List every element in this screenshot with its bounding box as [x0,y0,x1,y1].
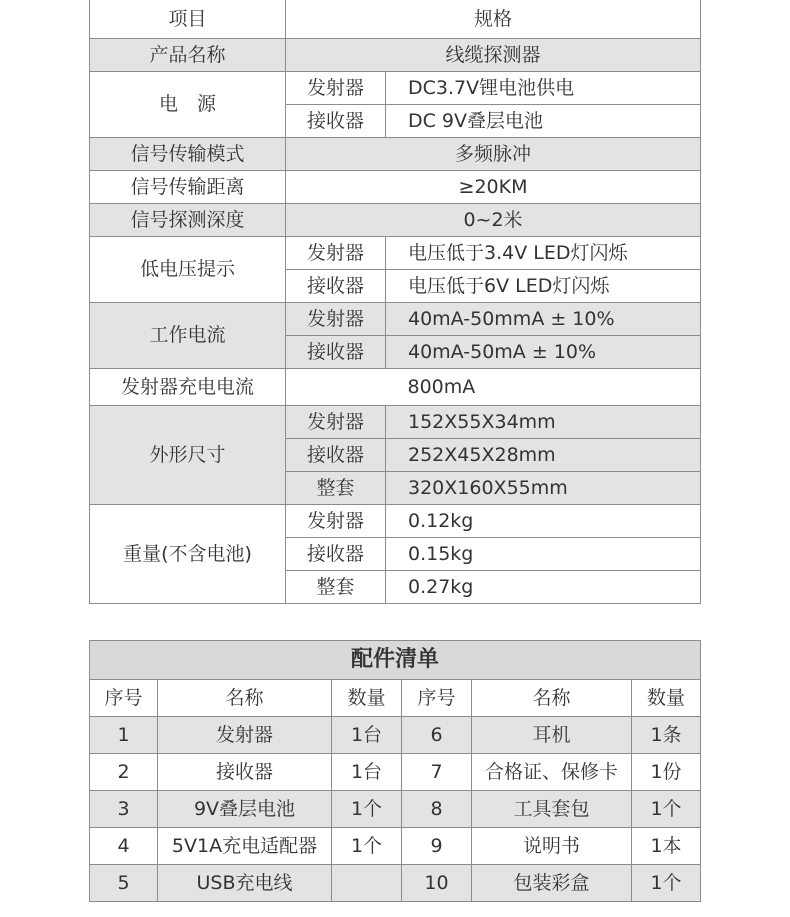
label-signal-mode: 信号传输模式 [90,138,286,171]
header-no-2: 序号 [402,680,472,717]
table-row [90,791,701,828]
table-row [90,717,701,754]
value-dimensions-transmitter: 152X55X34mm [386,406,701,439]
label-signal-distance: 信号传输距离 [90,171,286,204]
cell-qty: 1个 [632,791,701,828]
cell-no: 7 [402,754,472,791]
cell-name: USB充电线 [158,865,332,902]
cell-no: 9 [402,828,472,865]
row-dimensions-1 [90,406,701,439]
cell-no: 8 [402,791,472,828]
cell-no: 1 [90,717,158,754]
spec-table [89,0,701,604]
value-low-voltage-receiver: 电压低于6V LED灯闪烁 [386,270,701,303]
label-product-name: 产品名称 [90,39,286,72]
sub-current-receiver: 接收器 [286,336,386,369]
value-product-name: 线缆探测器 [286,39,701,72]
row-signal-distance [90,171,701,204]
accessories-title: 配件清单 [90,641,701,680]
cell-no: 4 [90,828,158,865]
row-product-name [90,39,701,72]
value-power-transmitter: DC3.7V锂电池供电 [386,72,701,105]
row-weight-1 [90,505,701,538]
cell-qty: 1条 [632,717,701,754]
sub-dimensions-receiver: 接收器 [286,439,386,472]
value-weight-transmitter: 0.12kg [386,505,701,538]
row-signal-mode [90,138,701,171]
cell-name: 接收器 [158,754,332,791]
sub-power-transmitter: 发射器 [286,72,386,105]
cell-no: 2 [90,754,158,791]
cell-name: 5V1A充电适配器 [158,828,332,865]
header-name-2: 名称 [472,680,632,717]
sub-current-transmitter: 发射器 [286,303,386,336]
table-row [90,828,701,865]
value-low-voltage-transmitter: 电压低于3.4V LED灯闪烁 [386,237,701,270]
cell-qty: 1台 [332,754,402,791]
cell-qty: 1份 [632,754,701,791]
header-item: 项目 [90,0,286,39]
row-signal-depth [90,204,701,237]
header-no-1: 序号 [90,680,158,717]
row-power-1 [90,72,701,105]
cell-no: 10 [402,865,472,902]
cell-qty: 1本 [632,828,701,865]
sub-dimensions-set: 整套 [286,472,386,505]
header-spec: 规格 [286,0,701,39]
table-row [90,865,701,902]
label-low-voltage: 低电压提示 [90,237,286,303]
label-power: 电 源 [90,72,286,138]
accessories-table [89,640,701,902]
charge-current-spacer [286,369,386,406]
header-name-1: 名称 [158,680,332,717]
row-current-1 [90,303,701,336]
cell-no: 5 [90,865,158,902]
cell-name: 工具套包 [472,791,632,828]
value-power-receiver: DC 9V叠层电池 [386,105,701,138]
value-current-receiver: 40mA-50mA ± 10% [386,336,701,369]
value-charge-current: 800mA [386,369,701,406]
header-qty-2: 数量 [632,680,701,717]
sub-weight-transmitter: 发射器 [286,505,386,538]
sub-weight-set: 整套 [286,571,386,604]
value-dimensions-set: 320X160X55mm [386,472,701,505]
sub-low-voltage-transmitter: 发射器 [286,237,386,270]
cell-no: 3 [90,791,158,828]
value-dimensions-receiver: 252X45X28mm [386,439,701,472]
sub-weight-receiver: 接收器 [286,538,386,571]
cell-no: 6 [402,717,472,754]
label-dimensions: 外形尺寸 [90,406,286,505]
row-charge-current [90,369,701,406]
sub-power-receiver: 接收器 [286,105,386,138]
cell-name: 发射器 [158,717,332,754]
value-signal-mode: 多频脉冲 [286,138,701,171]
value-signal-depth: 0~2米 [286,204,701,237]
label-charge-current: 发射器充电电流 [90,369,286,406]
cell-qty: 1台 [332,717,402,754]
cell-name: 包装彩盒 [472,865,632,902]
cell-qty: 1个 [332,828,402,865]
cell-name: 说明书 [472,828,632,865]
cell-name: 9V叠层电池 [158,791,332,828]
cell-name: 合格证、保修卡 [472,754,632,791]
accessories-title-row [90,641,701,680]
value-current-transmitter: 40mA-50mmA ± 10% [386,303,701,336]
cell-qty: 1个 [332,791,402,828]
value-weight-set: 0.27kg [386,571,701,604]
accessories-header-row [90,680,701,717]
value-signal-distance: ≥20KM [286,171,701,204]
cell-qty [332,865,402,902]
table-row [90,754,701,791]
label-weight: 重量(不含电池) [90,505,286,604]
row-low-voltage-1 [90,237,701,270]
cell-qty: 1个 [632,865,701,902]
sub-low-voltage-receiver: 接收器 [286,270,386,303]
value-weight-receiver: 0.15kg [386,538,701,571]
sub-dimensions-transmitter: 发射器 [286,406,386,439]
cell-name: 耳机 [472,717,632,754]
label-signal-depth: 信号探测深度 [90,204,286,237]
label-current: 工作电流 [90,303,286,369]
spec-header-row [90,0,701,39]
header-qty-1: 数量 [332,680,402,717]
